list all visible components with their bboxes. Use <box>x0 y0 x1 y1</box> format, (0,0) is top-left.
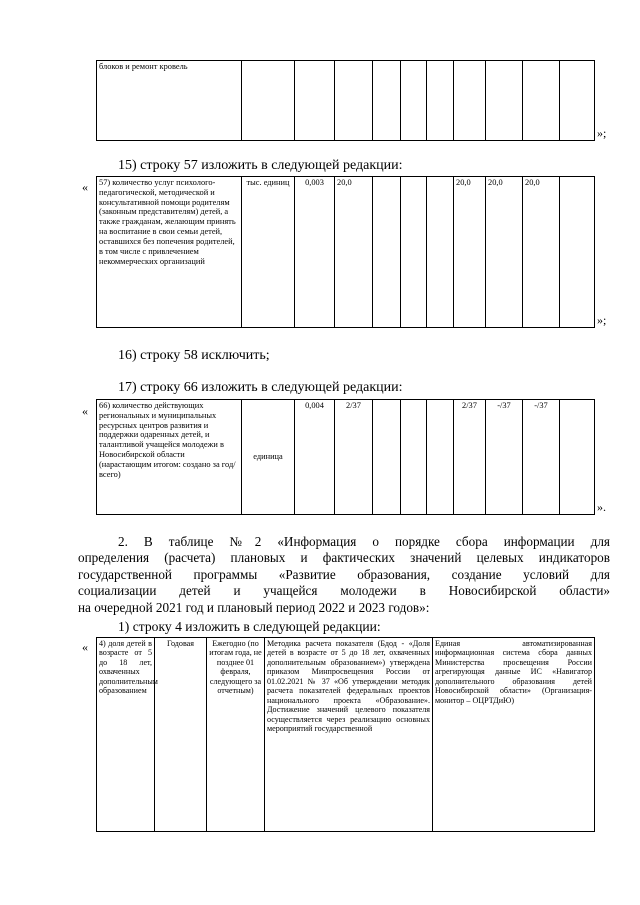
row-label: блоков и ремонт кровель <box>97 61 242 141</box>
open-quote: « <box>82 640 88 654</box>
table-row <box>97 61 595 141</box>
section2-line: социализации детей и учащейся молодежи в Новосибирской области» <box>78 583 610 599</box>
section2-item1: 1) строку 4 изложить в следующей редакции: <box>118 619 381 634</box>
section2-line: на очередной 2021 год и плановый период 2022 и 2023 годов»: <box>78 599 430 615</box>
close-quote: ». <box>597 500 606 514</box>
row-label: 66) количество действующих региональных и муниципальных ресурсных центров развития и поддержки одаренных детей, и талантливой учащейся молодежи в Новосибирской области (нарастающим итогом: создано за год/всего) <box>97 400 242 515</box>
item17-heading: 17) строку 66 изложить в следующей редакции: <box>118 380 403 395</box>
frequency-cell: Годовая <box>155 638 207 832</box>
section2-paragraph <box>78 534 610 616</box>
table-row57 <box>96 176 595 328</box>
indicator-cell: 4) доля детей в возрасте от 5 до 18 лет, охваченных дополнительным образованием <box>97 638 155 832</box>
timing-cell: Ежегодно (по итогам года, не позднее 01 февраля, следующего за отчетным) <box>207 638 265 832</box>
unit-cell: единица <box>242 400 295 515</box>
item16-text: 16) строку 58 исключить; <box>118 348 270 363</box>
table-row <box>97 638 595 832</box>
source-cell: Единая автоматизированная информационная система сбора данных Министерства просвещения России агрегирующая данные ИС «Навигатор дополнительного образования детей Новосибирской области» (Организация-монитор – ОЦРТДиЮ) <box>433 638 595 832</box>
table-row4 <box>96 637 595 832</box>
unit-cell: тыс. единиц <box>242 177 295 328</box>
table-row: 66) количество действующих региональных и муниципальных ресурсных центров развития и поддержки одаренных детей, и талантливой учащейся молодежи в Новосибирской области (нарастающим итогом: создано за год/всего) единица 0,004 2/37 2/37 -/37 -/37 <box>97 400 595 515</box>
section2-line: 2. В таблице №2 «Информация о порядке сбора информации для <box>118 534 610 549</box>
method-cell: Методика расчета показателя (Бдод - «Доля детей в возрасте от 5 до 18 лет, охваченных дополнительным образованием») утверждена приказом Минпросвещения России от 01.02.2021 № 37 «Об утверждении методик расчета показателей федеральных проектов национального проекта «Образование». Достижение значений целевого показателя осуществляется через реализацию основных мероприятий государственной <box>265 638 433 832</box>
close-quote: »; <box>597 313 607 327</box>
row-label: 57) количество услуг психолого-педагогической, методической и консультативной помощи родителям (законным представителям) детей, а также гражданам, желающим принять на воспитание в свои семьи детей, оставшихся без попечения родителей, в том числе с привлечением некоммерческих организаций <box>97 177 242 328</box>
table-top <box>96 60 595 141</box>
table-row66 <box>96 399 595 515</box>
section2-line: государственной программы «Развитие образования, создание условий для <box>78 566 610 582</box>
close-quote: »; <box>597 126 607 140</box>
open-quote: « <box>82 180 88 194</box>
section2-line: определения (расчета) плановых и фактических значений целевых индикаторов <box>78 550 610 566</box>
open-quote: « <box>82 404 88 418</box>
table-row: 57) количество услуг психолого-педагогической, методической и консультативной помощи родителям (законным представителям) детей, а также гражданам, желающим принять на воспитание в свои семьи детей, оставшихся без попечения родителей, в том числе с привлечением некоммерческих организаций тыс. единиц 0,003 20,0 20,0 20,0 20,0 <box>97 177 595 328</box>
item15-heading: 15) строку 57 изложить в следующей редакции: <box>118 158 403 173</box>
